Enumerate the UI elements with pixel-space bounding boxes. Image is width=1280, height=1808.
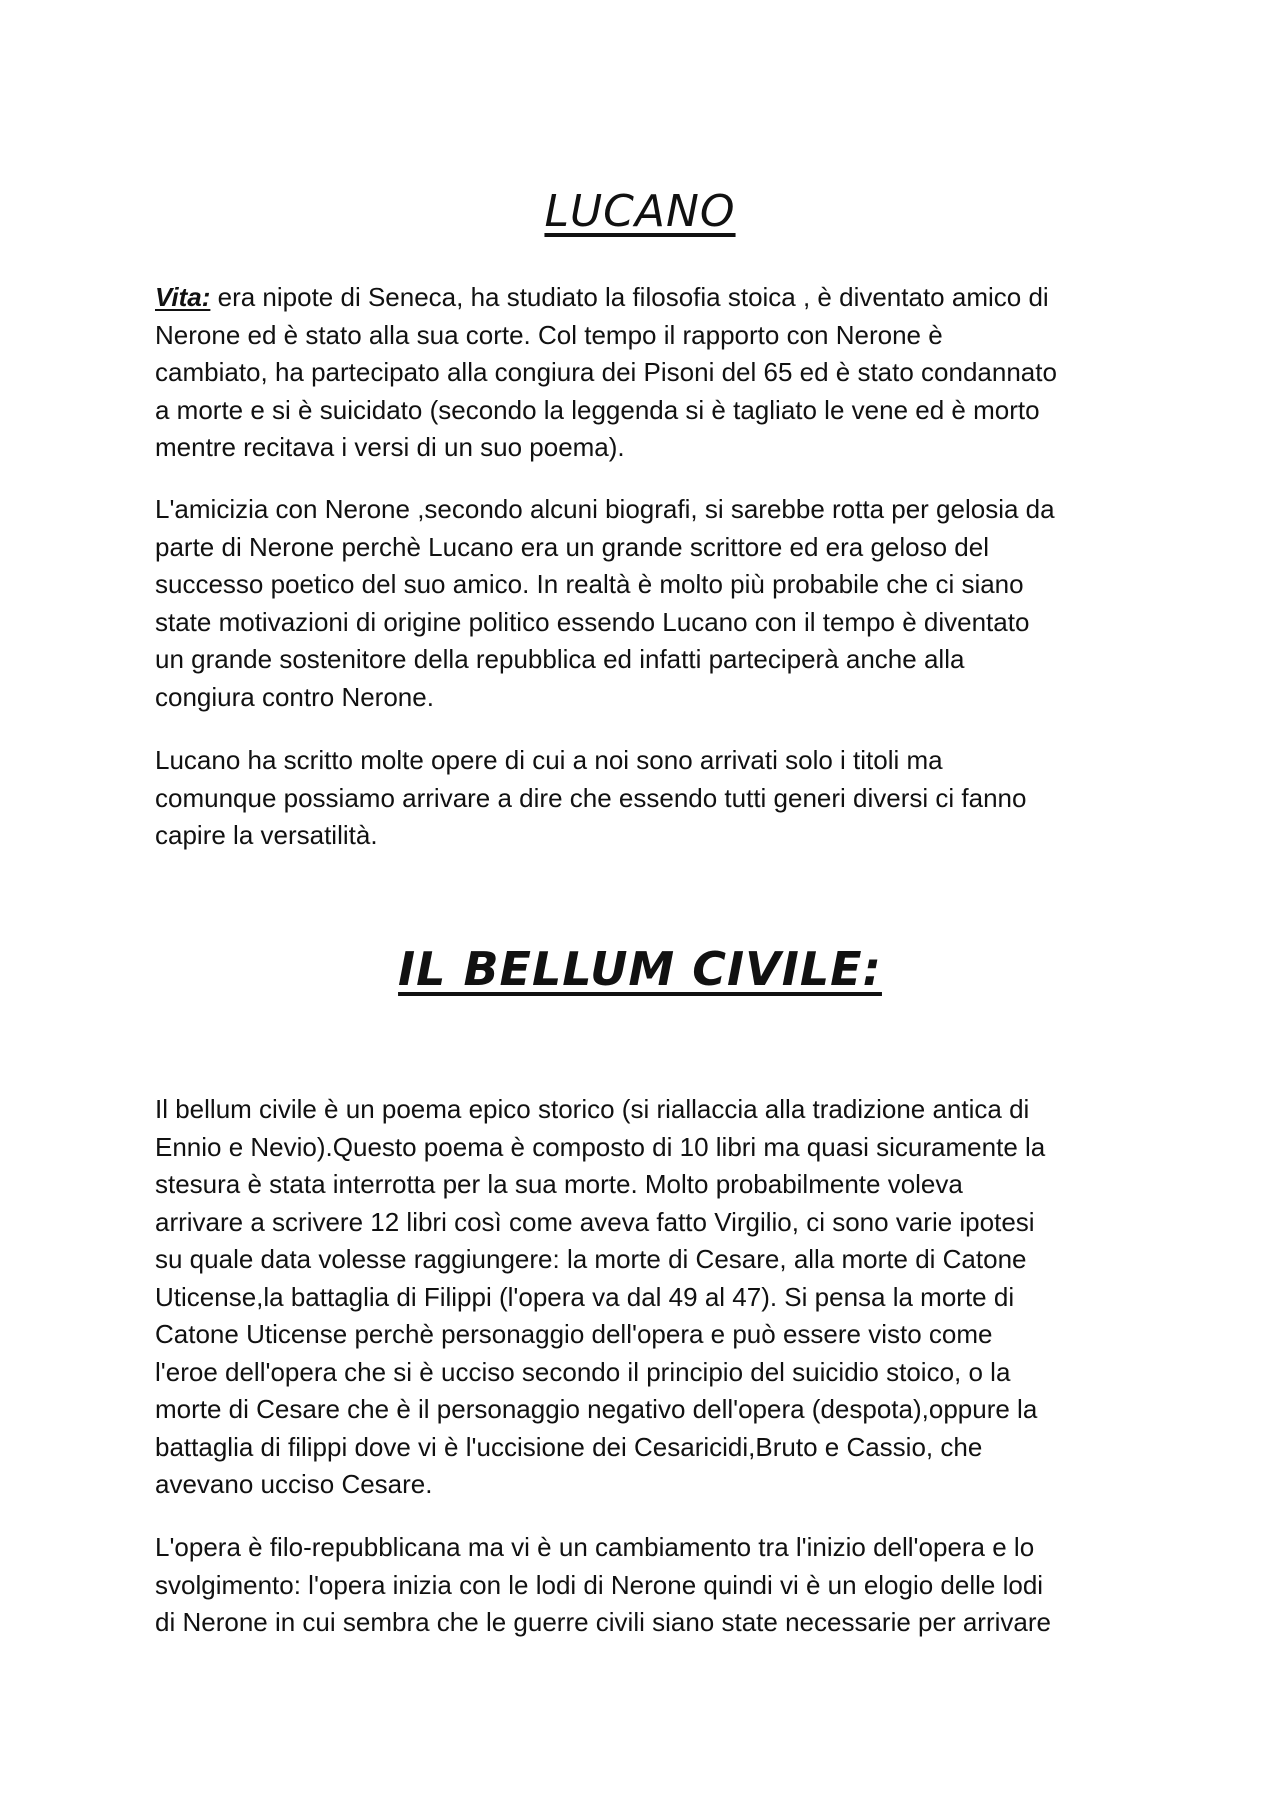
paragraph-line: Lucano ha scritto molte opere di cui a noi sono arrivati solo i titoli ma bbox=[155, 745, 943, 775]
paragraph-line: successo poetico del suo amico. In realtà è molto più probabile che ci siano bbox=[155, 569, 1024, 599]
paragraph-line bbox=[155, 279, 1135, 317]
paragraph-line: Uticense,la battaglia di Filippi (l'opera va dal 49 al 47). Si pensa la morte di bbox=[155, 1281, 1015, 1312]
section-title-bellum-civile: IL BELLUM CIVILE: bbox=[398, 942, 882, 996]
paragraph-line: mentre recitava i versi di un suo poema). bbox=[155, 432, 625, 462]
paragraph-line: battaglia di filippi dove vi è l'uccisione dei Cesaricidi,Bruto e Cassio, che bbox=[155, 1431, 983, 1462]
paragraph-line: parte di Nerone perchè Lucano era un grande scrittore ed era geloso del bbox=[155, 531, 989, 562]
paragraph-line: Ennio e Nevio).Questo poema è composto di 10 libri ma quasi sicuramente la bbox=[155, 1131, 1046, 1162]
paragraph-line: di Nerone in cui sembra che le guerre civili siano state necessarie per arrivare bbox=[155, 1607, 1051, 1637]
paragraph-line: congiura contro Nerone. bbox=[155, 681, 434, 712]
paragraph-line: su quale data volesse raggiungere: la morte di Cesare, alla morte di Catone bbox=[155, 1244, 1027, 1274]
paragraph-line: comunque possiamo arrivare a dire che essendo tutti generi diversi ci fanno bbox=[155, 782, 1027, 813]
paragraph-line: Il bellum civile è un poema epico storico (si riallaccia alla tradizione antica di bbox=[155, 1094, 1030, 1124]
paragraph-line: state motivazioni di origine politico essendo Lucano con il tempo è diventato bbox=[155, 606, 1030, 637]
paragraph-line: cambiato, ha partecipato alla congiura dei Pisoni del 65 ed è stato condannato bbox=[155, 357, 1057, 387]
paragraph-amicizia bbox=[155, 491, 1135, 716]
paragraph-line: un grande sostenitore della repubblica ed infatti parteciperà anche alla bbox=[155, 644, 965, 674]
paragraph-line: Catone Uticense perchè personaggio dell'opera e può essere visto come bbox=[155, 1319, 993, 1349]
paragraph-opera bbox=[155, 1529, 1135, 1642]
paragraph-line-text: era nipote di Seneca, ha studiato la filosofia stoica , è diventato amico di bbox=[210, 282, 1049, 312]
paragraph-vita bbox=[155, 279, 1135, 467]
paragraph-line: morte di Cesare che è il personaggio negativo dell'opera (despota),oppure la bbox=[155, 1394, 1038, 1424]
paragraph-lead-vita: Vita: bbox=[155, 282, 211, 312]
paragraph-line: L'opera è filo-repubblicana ma vi è un cambiamento tra l'inizio dell'opera e lo bbox=[155, 1532, 1035, 1562]
paragraph-line: Nerone ed è stato alla sua corte. Col tempo il rapporto con Nerone è bbox=[155, 319, 943, 350]
paragraph-bellum-civile bbox=[155, 1091, 1135, 1504]
paragraph-opere bbox=[155, 742, 1135, 855]
paragraph-line: stesura è stata interrotta per la sua morte. Molto probabilmente voleva bbox=[155, 1169, 963, 1199]
paragraph-line: arrivare a scrivere 12 libri così come aveva fatto Virgilio, ci sono varie ipotesi bbox=[155, 1206, 1035, 1237]
paragraph-line: svolgimento: l'opera inizia con le lodi di Nerone quindi vi è un elogio delle lodi bbox=[155, 1569, 1044, 1600]
paragraph-line: l'eroe dell'opera che si è ucciso secondo il principio del suicidio stoico, o la bbox=[155, 1356, 1011, 1387]
section-title-lucano: LUCANO bbox=[544, 186, 736, 237]
paragraph-line: avevano ucciso Cesare. bbox=[155, 1469, 433, 1499]
paragraph-line: capire la versatilità. bbox=[155, 820, 378, 850]
paragraph-line: a morte e si è suicidato (secondo la leggenda si è tagliato le vene ed è morto bbox=[155, 394, 1040, 425]
paragraph-line: L'amicizia con Nerone ,secondo alcuni biografi, si sarebbe rotta per gelosia da bbox=[155, 494, 1055, 524]
